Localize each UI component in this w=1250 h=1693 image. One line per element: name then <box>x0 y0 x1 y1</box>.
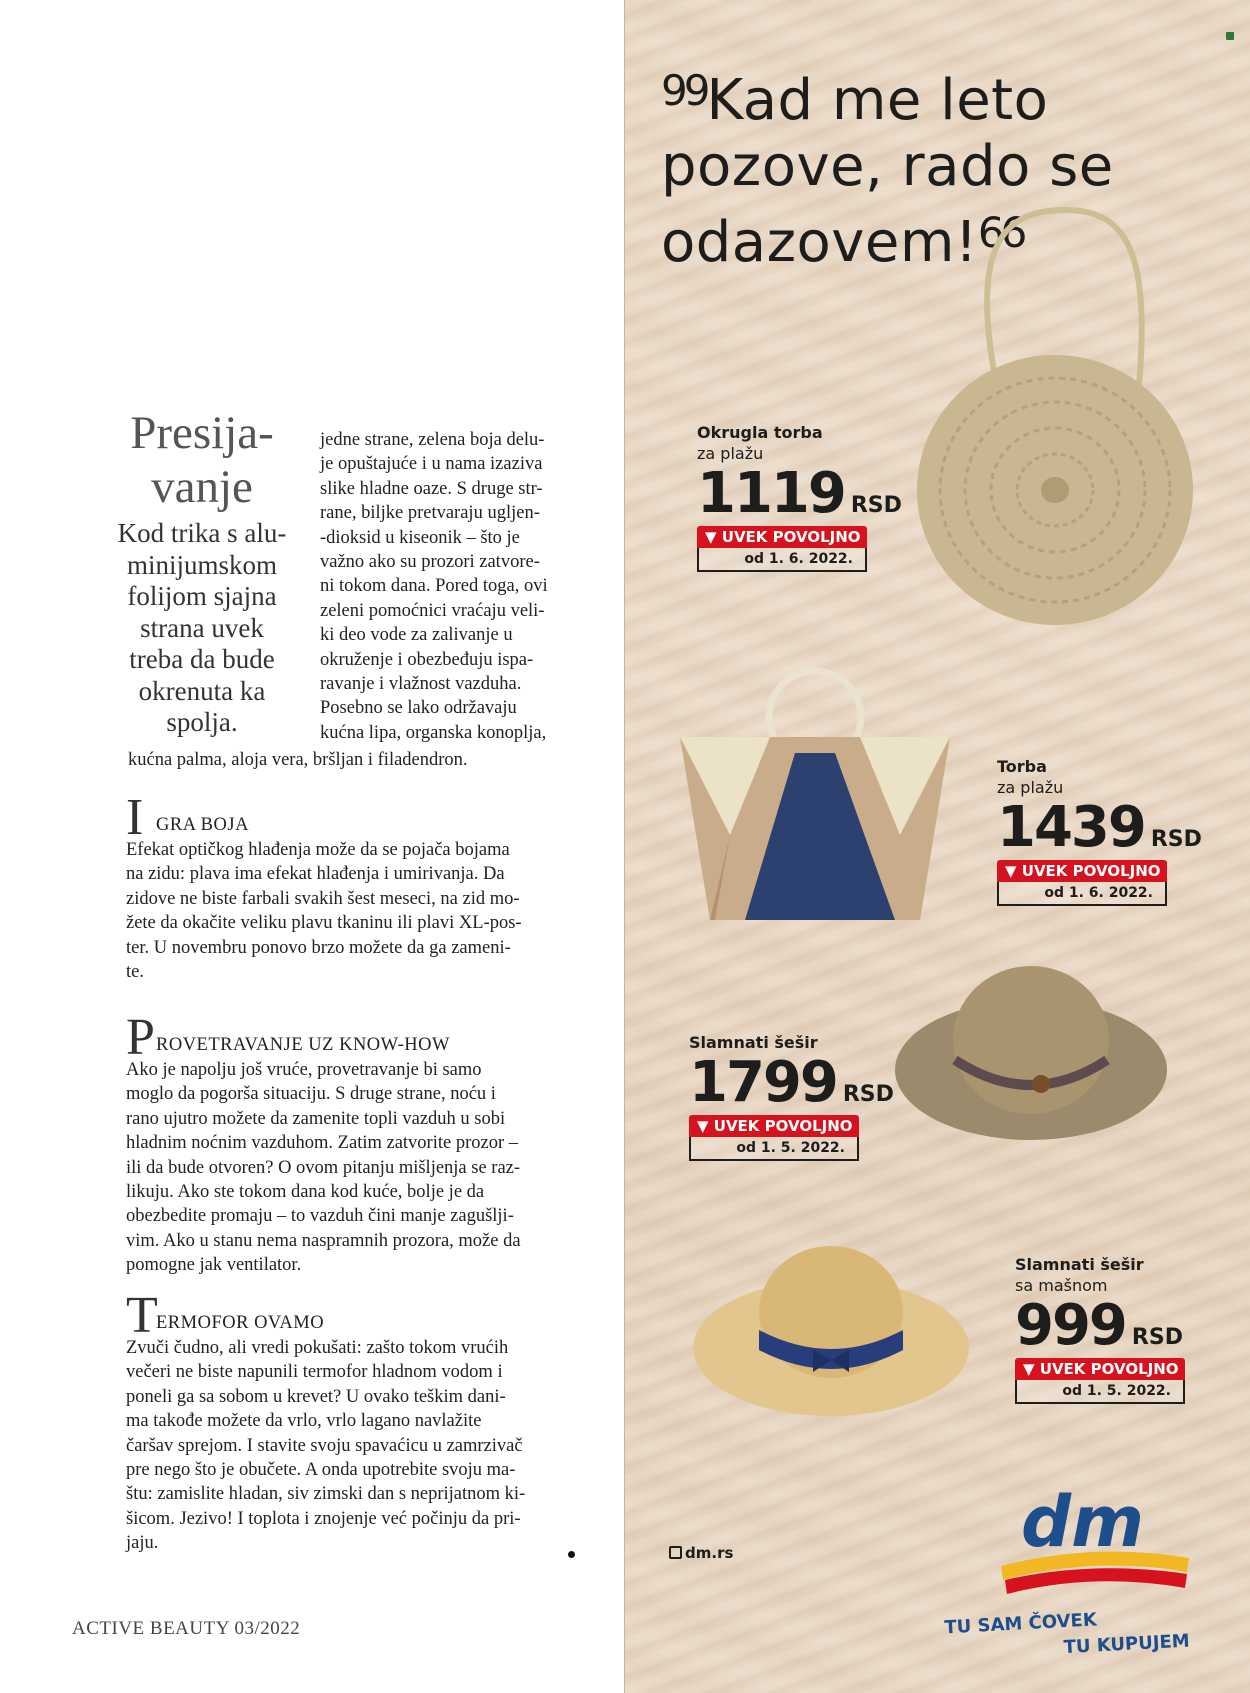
price-row <box>689 1050 894 1115</box>
text-line: kućna lipa, organska konoplja, <box>320 722 547 743</box>
text-line: rano ujutro možete da zamenite topli vazduh u sobi <box>126 1108 506 1129</box>
text-line: na zidu: plava ima efekat hlađenja i umirivanja. Da <box>126 864 505 885</box>
quote-line: odazovem! <box>661 210 978 275</box>
price-badge <box>997 860 1167 906</box>
article-text-full-line: kućna palma, aloja vera, bršljan i filadendron. <box>128 750 468 770</box>
section-heading-text: GRA BOJA <box>156 815 249 835</box>
section-heading-text: ERMOFOR OVAMO <box>156 1313 325 1333</box>
quote-line: Kad me leto <box>706 68 1049 133</box>
quote-line: pozove, rado se <box>661 134 1114 199</box>
close-quote-icon: 66 <box>977 208 1024 257</box>
text-line: ki deo vode za zalivanje u <box>320 625 513 646</box>
text-line: pomogne jak ventilator. <box>126 1255 302 1276</box>
text-line: čaršav sprejom. I stavite svoju spavaćicu u zamrzivač <box>126 1435 523 1456</box>
intro-line: Kod trika s alu- <box>117 518 287 548</box>
straw-hat-with-bow-image <box>691 1238 971 1428</box>
article-title-line: vanje <box>151 461 253 513</box>
section-body <box>126 838 578 984</box>
currency: RSD <box>1131 1325 1183 1350</box>
product-name: Slamnati šešir <box>1015 1255 1144 1274</box>
product-price: 1799 <box>689 1050 837 1115</box>
product-straw-hat[interactable] <box>689 1032 894 1161</box>
badge-label: ▼ UVEK POVOLJNO <box>1015 1358 1185 1380</box>
badge-label: ▼ UVEK POVOLJNO <box>689 1115 859 1137</box>
price-row <box>1015 1293 1185 1358</box>
price-badge <box>1015 1358 1185 1404</box>
home-icon <box>669 1546 682 1559</box>
badge-label: ▼ UVEK POVOLJNO <box>997 860 1167 882</box>
text-line: okruženje i obezbeđuju ispa- <box>320 649 534 670</box>
text-line: jedne strane, zelena boja delu- <box>320 430 545 450</box>
text-line: žete da okačite veliku plavu tkaninu ili plavi XL-pos- <box>126 913 522 934</box>
magazine-footer: ACTIVE BEAUTY 03/2022 <box>72 1618 301 1639</box>
text-line: Ako je napolju još vruće, provetravanje bi samo <box>126 1060 482 1080</box>
article-column-text <box>320 428 578 745</box>
text-line: likuju. Ako ste tokom dana kod kuće, bolje je da <box>126 1182 485 1203</box>
text-line: poneli ga sa sobom u krevet? U ovako teškim dani- <box>126 1386 506 1407</box>
end-of-article-bullet <box>568 1551 575 1558</box>
logo-text: dm <box>1021 1481 1145 1563</box>
text-line: ili da bude otvoren? O ovom pitanju mišljenja se raz- <box>126 1157 521 1178</box>
website-link[interactable] <box>669 1544 733 1562</box>
price-badge <box>689 1115 859 1161</box>
text-line: vim. Ako u stanu nema naspramnih prozora, može da <box>126 1230 521 1251</box>
badge-date: od 1. 5. 2022. <box>689 1137 859 1161</box>
brand-tagline <box>944 1601 1226 1668</box>
intro-line: strana uvek <box>140 612 264 643</box>
text-line: pre nego što je obučete. A onda upotrebite svoju ma- <box>126 1460 516 1481</box>
currency: RSD <box>1150 827 1202 852</box>
product-price: 999 <box>1015 1293 1126 1358</box>
product-subtitle: za plažu <box>697 444 764 463</box>
intro-line: minijumskom <box>126 549 278 580</box>
text-line: hladnim noćnim vazduhom. Zatim zatvorite prozor – <box>126 1133 518 1154</box>
badge-date: od 1. 5. 2022. <box>1015 1380 1185 1404</box>
straw-hat-image <box>891 960 1171 1160</box>
article-page <box>0 0 624 1693</box>
section-heading <box>126 1287 578 1344</box>
section-termofor <box>126 1287 578 1556</box>
price-row <box>697 461 902 526</box>
website-text: dm.rs <box>685 1544 734 1562</box>
text-line: obezbedite promaju – to vazduh čini manje zagušlji- <box>126 1206 514 1227</box>
text-line: je opuštajuće i u nama izaziva <box>320 454 543 475</box>
tagline-line: TU SAM ČOVEK <box>943 1609 1098 1639</box>
intro-line: spolja. <box>166 707 238 737</box>
product-price: 1439 <box>997 795 1145 860</box>
text-line: Efekat optičkog hlađenja može da se pojača bojama <box>126 840 510 860</box>
text-line: moglo da pogorša situaciju. S druge strane, noću i <box>126 1084 496 1105</box>
product-subtitle: za plažu <box>997 778 1064 797</box>
text-line: Zvuči čudno, ali vredi pokušati: zašto tokom vrućih <box>126 1338 509 1358</box>
intro-subheading <box>112 518 292 739</box>
product-subtitle: sa mašnom <box>1015 1276 1108 1295</box>
text-line: ter. U novembru ponovo brzo možete da ga zameni- <box>126 937 511 958</box>
text-line: važno ako su prozori zatvore- <box>320 552 540 573</box>
product-tote-bag[interactable] <box>997 756 1202 906</box>
section-heading <box>126 789 578 846</box>
text-line: Posebno se lako održavaju <box>320 698 517 719</box>
text-line: ma takođe možete da vrlo, vrlo lagano navlažite <box>126 1411 482 1432</box>
section-heading-text: ROVETRAVANJE UZ KNOW-HOW <box>156 1035 450 1055</box>
text-line: ni tokom dana. Pored toga, ovi <box>320 576 548 597</box>
text-line: večeri ne biste napunili termofor hladnom vodom i <box>126 1362 503 1383</box>
text-line: slike hladne oaze. S druge str- <box>320 478 543 499</box>
dm-logo <box>983 1480 1203 1600</box>
price-badge <box>697 526 867 572</box>
product-name: Torba <box>997 757 1047 776</box>
currency: RSD <box>850 493 902 518</box>
drop-cap: P <box>126 1009 155 1066</box>
text-line: te. <box>126 962 144 983</box>
product-name: Okrugla torba <box>697 423 823 442</box>
section-body <box>126 1058 578 1278</box>
product-round-bag[interactable] <box>697 422 902 572</box>
open-quote-icon: 99 <box>661 66 707 115</box>
text-line: zidove ne biste farbali svakih šest meseci, na zid mo- <box>126 888 520 909</box>
section-igra-boja <box>126 789 578 984</box>
intro-line: okrenuta ka <box>138 675 266 706</box>
text-line: štu: zamislite hladan, siv zimski dan s neprijatnom ki- <box>126 1484 526 1505</box>
corner-mark-icon <box>1226 32 1234 40</box>
article-title <box>112 406 292 514</box>
drop-cap: I <box>126 789 144 846</box>
intro-line: folijom sjajna <box>127 581 277 611</box>
badge-label: ▼ UVEK POVOLJNO <box>697 526 867 548</box>
badge-date: od 1. 6. 2022. <box>997 882 1167 906</box>
section-body <box>126 1336 578 1556</box>
advert-page <box>624 0 1250 1693</box>
tote-bag-image <box>675 665 955 935</box>
product-price: 1119 <box>697 461 845 526</box>
text-line: ravanje i vlažnost vazduha. <box>320 674 522 695</box>
section-provetravanje <box>126 1009 578 1278</box>
text-line: -dioksid u kiseonik – što je <box>320 527 520 548</box>
text-line: zeleni pomoćnici vraćaju veli- <box>320 600 545 621</box>
section-heading <box>126 1009 578 1066</box>
text-line: rane, biljke pretvaraju ugljen- <box>320 503 540 524</box>
round-beach-bag-image <box>905 195 1205 645</box>
article-title-line: Presija- <box>130 407 274 459</box>
product-name: Slamnati šešir <box>689 1033 818 1052</box>
drop-cap: T <box>126 1287 158 1344</box>
currency: RSD <box>842 1082 894 1107</box>
badge-date: od 1. 6. 2022. <box>697 548 867 572</box>
price-row <box>997 795 1202 860</box>
text-line: šicom. Jezivo! I toplota i znojenje već počinju da pri- <box>126 1508 521 1529</box>
tagline-line: TU KUPUJEM <box>1063 1630 1191 1659</box>
text-line: jaju. <box>126 1533 159 1554</box>
product-straw-hat-bow[interactable] <box>1015 1254 1185 1404</box>
intro-line: treba da bude <box>129 644 275 674</box>
